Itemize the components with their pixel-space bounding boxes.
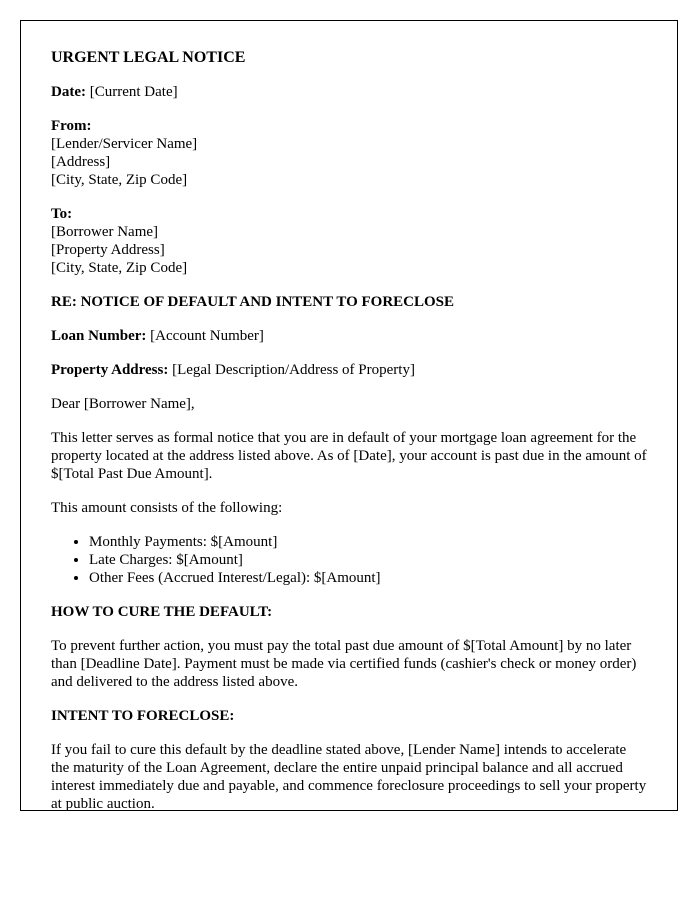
list-item-other-fees: • Other Fees (Accrued Interest/Legal): $[Amount] <box>89 569 647 587</box>
date-line <box>51 83 647 101</box>
re-subject-line: RE: NOTICE OF DEFAULT AND INTENT TO FORECLOSE <box>51 294 455 310</box>
to-city-state-zip: [City, State, Zip Code] <box>51 260 188 276</box>
loan-number-line <box>51 327 647 345</box>
list-item-late-charges: • Late Charges: $[Amount] <box>89 551 647 569</box>
legal-notice-letter <box>20 20 678 811</box>
salutation: Dear [Borrower Name], <box>51 396 195 412</box>
from-address: [Address] <box>51 154 111 170</box>
to-label: To: <box>51 206 73 222</box>
from-name: [Lender/Servicer Name] <box>51 136 198 152</box>
cure-default-paragraph: To prevent further action, you must pay the total past due amount of $[Total Amount] by no later than [Deadline Date]. Payment must be made via certified funds (cashier's check or money order) and delivered to the address listed above. <box>51 638 637 690</box>
property-address-line <box>51 361 647 379</box>
to-block <box>51 205 647 277</box>
date-value: [Current Date] <box>89 84 178 100</box>
body-paragraph-default-notice: This letter serves as formal notice that you are in default of your mortgage loan agreement for the property located at the address listed above. As of [Date], your account is past due in the amount of $[Total Past Due Amount]. <box>51 430 647 482</box>
from-block <box>51 117 647 189</box>
intent-foreclose-heading: INTENT TO FORECLOSE: <box>51 708 235 724</box>
from-city-state-zip: [City, State, Zip Code] <box>51 172 188 188</box>
property-address-value: [Legal Description/Address of Property] <box>172 362 415 378</box>
cure-default-heading: HOW TO CURE THE DEFAULT: <box>51 604 273 620</box>
list-item-monthly-payments: • Monthly Payments: $[Amount] <box>89 533 647 551</box>
date-label: Date: <box>51 84 86 100</box>
to-address: [Property Address] <box>51 242 165 258</box>
body-paragraph-amount-intro: This amount consists of the following: <box>51 500 283 516</box>
property-address-label: Property Address: <box>51 362 169 378</box>
letter-title: URGENT LEGAL NOTICE <box>51 49 246 66</box>
loan-number-value: [Account Number] <box>150 328 264 344</box>
loan-number-label: Loan Number: <box>51 328 147 344</box>
from-label: From: <box>51 118 92 134</box>
to-name: [Borrower Name] <box>51 224 159 240</box>
intent-foreclose-paragraph: If you fail to cure this default by the deadline stated above, [Lender Name] intends to accelerate the maturity of the Loan Agreement, declare the entire unpaid principal balance and all accrued interest immediately due and payable, and commence foreclosure proceedings to sell your property at public auction. <box>51 742 647 811</box>
amount-breakdown-list <box>51 533 647 587</box>
